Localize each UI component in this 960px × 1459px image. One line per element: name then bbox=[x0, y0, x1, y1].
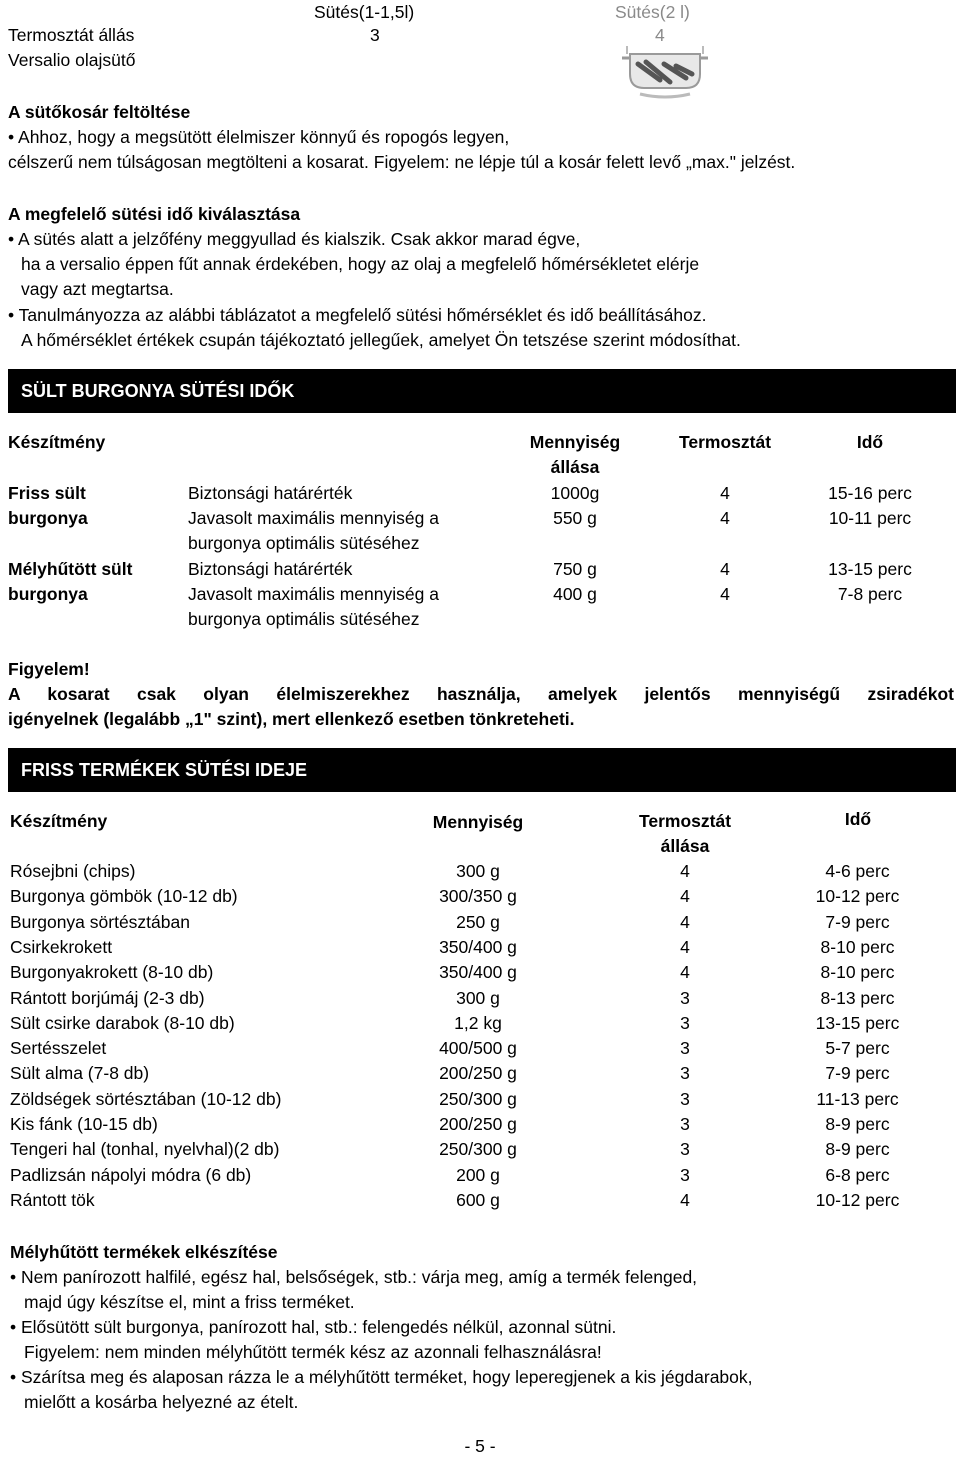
fresh-row-dish: Burgonya gömbök (10-12 db) bbox=[10, 886, 238, 906]
fries-row-time: 15-16 perc bbox=[828, 483, 912, 503]
fresh-row-dish: Burgonya sörtésztában bbox=[10, 912, 190, 932]
frozen-line-2: majd úgy készítse el, mint a friss terméket. bbox=[24, 1292, 355, 1312]
fresh-row-time: 5-7 perc bbox=[825, 1038, 890, 1058]
fresh-row-time: 13-15 perc bbox=[815, 1013, 900, 1033]
fresh-row-thermo: 3 bbox=[680, 1063, 690, 1083]
fries-row-desc: Javasolt maximális mennyiség a bbox=[188, 584, 439, 604]
fries-row-desc-2: burgonya optimális sütéséhez bbox=[188, 533, 420, 553]
fresh-row-thermo: 3 bbox=[680, 1089, 690, 1109]
fresh-row-qty: 250 g bbox=[456, 912, 500, 932]
fries-row-time: 13-15 perc bbox=[828, 559, 912, 579]
fresh-row-thermo: 3 bbox=[680, 1013, 690, 1033]
fresh-row-time: 10-12 perc bbox=[815, 1190, 900, 1210]
fresh-row-thermo: 4 bbox=[680, 1190, 690, 1210]
fresh-row-time: 8-9 perc bbox=[825, 1139, 890, 1159]
fresh-row-qty: 600 g bbox=[456, 1190, 500, 1210]
time-select-line-2: ha a versalio éppen fűt annak érdekében, hogy az olaj a megfelelő hőmérsékletet elérje bbox=[21, 254, 700, 274]
fresh-row-qty: 200/250 g bbox=[439, 1114, 517, 1134]
fresh-row-qty: 200/250 g bbox=[439, 1063, 517, 1083]
fresh-banner: FRISS TERMÉKEK SÜTÉSI IDEJE bbox=[8, 748, 956, 792]
fresh-row-qty: 300 g bbox=[456, 988, 500, 1008]
basket-line-2: célszerű nem túlságosan megtölteni a kosarat. Figyelem: ne lépje túl a kosár felett levő „max." jelzést. bbox=[8, 152, 796, 172]
fries-header-thermo-2: állása bbox=[550, 457, 600, 477]
fries-row-dish: burgonya bbox=[8, 508, 88, 528]
fries-header-thermo: Termosztát bbox=[678, 432, 772, 452]
fresh-row-dish: Csirkekrokett bbox=[10, 937, 113, 957]
fresh-header-dish: Készítmény bbox=[10, 811, 108, 831]
thermostat-value-1: 3 bbox=[370, 25, 380, 45]
fresh-row-dish: Sült csirke darabok (8-10 db) bbox=[10, 1013, 235, 1033]
fries-row-desc: Biztonsági határérték bbox=[188, 483, 353, 503]
time-select-line-3: vagy azt megtartsa. bbox=[21, 279, 174, 299]
fresh-header-qty: Mennyiség bbox=[432, 812, 524, 832]
fries-row-desc: Biztonsági határérték bbox=[188, 559, 353, 579]
fresh-row-dish: Padlizsán nápolyi módra (6 db) bbox=[10, 1165, 252, 1185]
fresh-row-qty: 300/350 g bbox=[439, 886, 517, 906]
fries-row-time: 7-8 perc bbox=[837, 584, 903, 604]
fries-row-thermo: 4 bbox=[720, 584, 730, 604]
fresh-row-qty: 250/300 g bbox=[439, 1139, 517, 1159]
fresh-row-qty: 200 g bbox=[456, 1165, 500, 1185]
fresh-row-thermo: 4 bbox=[680, 962, 690, 982]
fresh-row-dish: Rántott tök bbox=[10, 1190, 95, 1210]
fresh-row-dish: Zöldségek sörtésztában (10-12 db) bbox=[10, 1089, 282, 1109]
page-number: - 5 - bbox=[464, 1436, 496, 1456]
fries-row-thermo: 4 bbox=[720, 483, 730, 503]
fries-row-dish: burgonya bbox=[8, 584, 88, 604]
fresh-row-dish: Rósejbni (chips) bbox=[10, 861, 136, 881]
frozen-heading: Mélyhűtött termékek elkészítése bbox=[10, 1242, 278, 1262]
time-select-heading: A megfelelő sütési idő kiválasztása bbox=[8, 204, 301, 224]
fresh-row-dish: Tengeri hal (tonhal, nyelvhal)(2 db) bbox=[10, 1139, 280, 1159]
fresh-row-time: 6-8 perc bbox=[825, 1165, 890, 1185]
time-select-line-5: A hőmérséklet értékek csupán tájékoztató jellegűek, amelyet Ön tetszése szerint módosíthat. bbox=[21, 330, 741, 350]
fries-row-qty: 1000g bbox=[550, 483, 600, 503]
fries-row-qty: 550 g bbox=[553, 508, 597, 528]
fresh-row-time: 8-10 perc bbox=[820, 937, 895, 957]
fresh-row-qty: 1,2 kg bbox=[454, 1013, 502, 1033]
frozen-line-1: • Nem panírozott halfilé, egész hal, belsőségek, stb.: várja meg, amíg a termék felenged, bbox=[10, 1267, 698, 1287]
fresh-row-time: 7-9 perc bbox=[825, 912, 890, 932]
fresh-row-dish: Rántott borjúmáj (2-3 db) bbox=[10, 988, 205, 1008]
fries-header-dish: Készítmény bbox=[8, 432, 106, 452]
fresh-row-qty: 250/300 g bbox=[439, 1089, 517, 1109]
fresh-row-time: 8-10 perc bbox=[820, 962, 895, 982]
fries-banner: SÜLT BURGONYA SÜTÉSI IDŐK bbox=[8, 369, 956, 413]
fries-header-time: Idő bbox=[856, 432, 884, 452]
fryer-pot-icon bbox=[620, 44, 710, 100]
fries-row-thermo: 4 bbox=[720, 559, 730, 579]
fries-row-dish: Friss sült bbox=[8, 483, 86, 503]
fresh-row-thermo: 3 bbox=[680, 1165, 690, 1185]
fresh-header-thermo-2: állása bbox=[660, 836, 710, 856]
fresh-row-time: 7-9 perc bbox=[825, 1063, 890, 1083]
fresh-row-time: 4-6 perc bbox=[825, 861, 890, 881]
fresh-row-thermo: 4 bbox=[680, 912, 690, 932]
fresh-header-time: Idő bbox=[844, 809, 872, 829]
fresh-header-thermo: Termosztát bbox=[638, 811, 732, 831]
basket-line-1: • Ahhoz, hogy a megsütött élelmiszer könnyű és ropogós legyen, bbox=[8, 127, 510, 147]
thermostat-value-2: 4 bbox=[655, 25, 665, 45]
time-select-line-1: • A sütés alatt a jelzőfény meggyullad és kialszik. Csak akkor marad égve, bbox=[8, 229, 581, 249]
fresh-row-dish: Burgonyakrokett (8-10 db) bbox=[10, 962, 214, 982]
fresh-row-thermo: 4 bbox=[680, 937, 690, 957]
fresh-row-time: 11-13 perc bbox=[816, 1089, 899, 1109]
col2-title: Sütés(2 l) bbox=[615, 2, 690, 22]
fries-row-dish: Mélyhűtött sült bbox=[8, 559, 133, 579]
basket-heading: A sütőkosár feltöltése bbox=[8, 102, 191, 122]
fresh-row-time: 8-9 perc bbox=[825, 1114, 890, 1134]
fresh-row-qty: 350/400 g bbox=[439, 962, 517, 982]
frozen-line-5: • Szárítsa meg és alaposan rázza le a mélyhűtött terméket, hogy leperegjenek a kis jégdarabok, bbox=[10, 1367, 753, 1387]
device-label: Versalio olajsütő bbox=[8, 50, 136, 70]
fresh-row-qty: 300 g bbox=[456, 861, 500, 881]
fries-row-qty: 400 g bbox=[553, 584, 597, 604]
fresh-row-thermo: 4 bbox=[680, 886, 690, 906]
warning-line-2: igényelnek (legalább „1" szint), mert ellenkező esetben tönkreteheti. bbox=[8, 709, 575, 729]
fries-row-desc-2: burgonya optimális sütéséhez bbox=[188, 609, 420, 629]
time-select-line-4: • Tanulmányozza az alábbi táblázatot a megfelelő sütési hőmérséklet és idő beállításához. bbox=[8, 305, 707, 325]
col1-title: Sütés(1-1,5l) bbox=[314, 2, 415, 22]
fries-header-qty: Mennyiség bbox=[529, 432, 621, 452]
fresh-row-qty: 400/500 g bbox=[439, 1038, 517, 1058]
fresh-row-thermo: 4 bbox=[680, 861, 690, 881]
fresh-row-time: 10-12 perc bbox=[815, 886, 900, 906]
fries-row-desc: Javasolt maximális mennyiség a bbox=[188, 508, 439, 528]
thermostat-label: Termosztát állás bbox=[8, 25, 135, 45]
frozen-line-3: • Elősütött sült burgonya, panírozott hal, stb.: felengedés nélkül, azonnal sütni. bbox=[10, 1317, 617, 1337]
fresh-row-dish: Sertésszelet bbox=[10, 1038, 107, 1058]
fresh-row-qty: 350/400 g bbox=[439, 937, 517, 957]
frozen-line-6: mielőtt a kosárba helyezné az ételt. bbox=[24, 1392, 299, 1412]
fresh-row-dish: Sült alma (7-8 db) bbox=[10, 1063, 150, 1083]
fresh-row-dish: Kis fánk (10-15 db) bbox=[10, 1114, 158, 1134]
fries-row-time: 10-11 perc bbox=[828, 508, 912, 528]
frozen-line-4: Figyelem: nem minden mélyhűtött termék kész az azonnali felhasználásra! bbox=[24, 1342, 602, 1362]
fries-row-qty: 750 g bbox=[553, 559, 597, 579]
fresh-row-thermo: 3 bbox=[680, 1114, 690, 1134]
fresh-row-thermo: 3 bbox=[680, 1038, 690, 1058]
warning-title: Figyelem! bbox=[8, 659, 90, 679]
fries-row-thermo: 4 bbox=[720, 508, 730, 528]
warning-line-1: A kosarat csak olyan élelmiszerekhez használja, amelyek jelentős mennyiségű zsiradékot bbox=[8, 684, 954, 704]
fresh-row-thermo: 3 bbox=[680, 988, 690, 1008]
fresh-row-time: 8-13 perc bbox=[820, 988, 895, 1008]
fresh-row-thermo: 3 bbox=[680, 1139, 690, 1159]
